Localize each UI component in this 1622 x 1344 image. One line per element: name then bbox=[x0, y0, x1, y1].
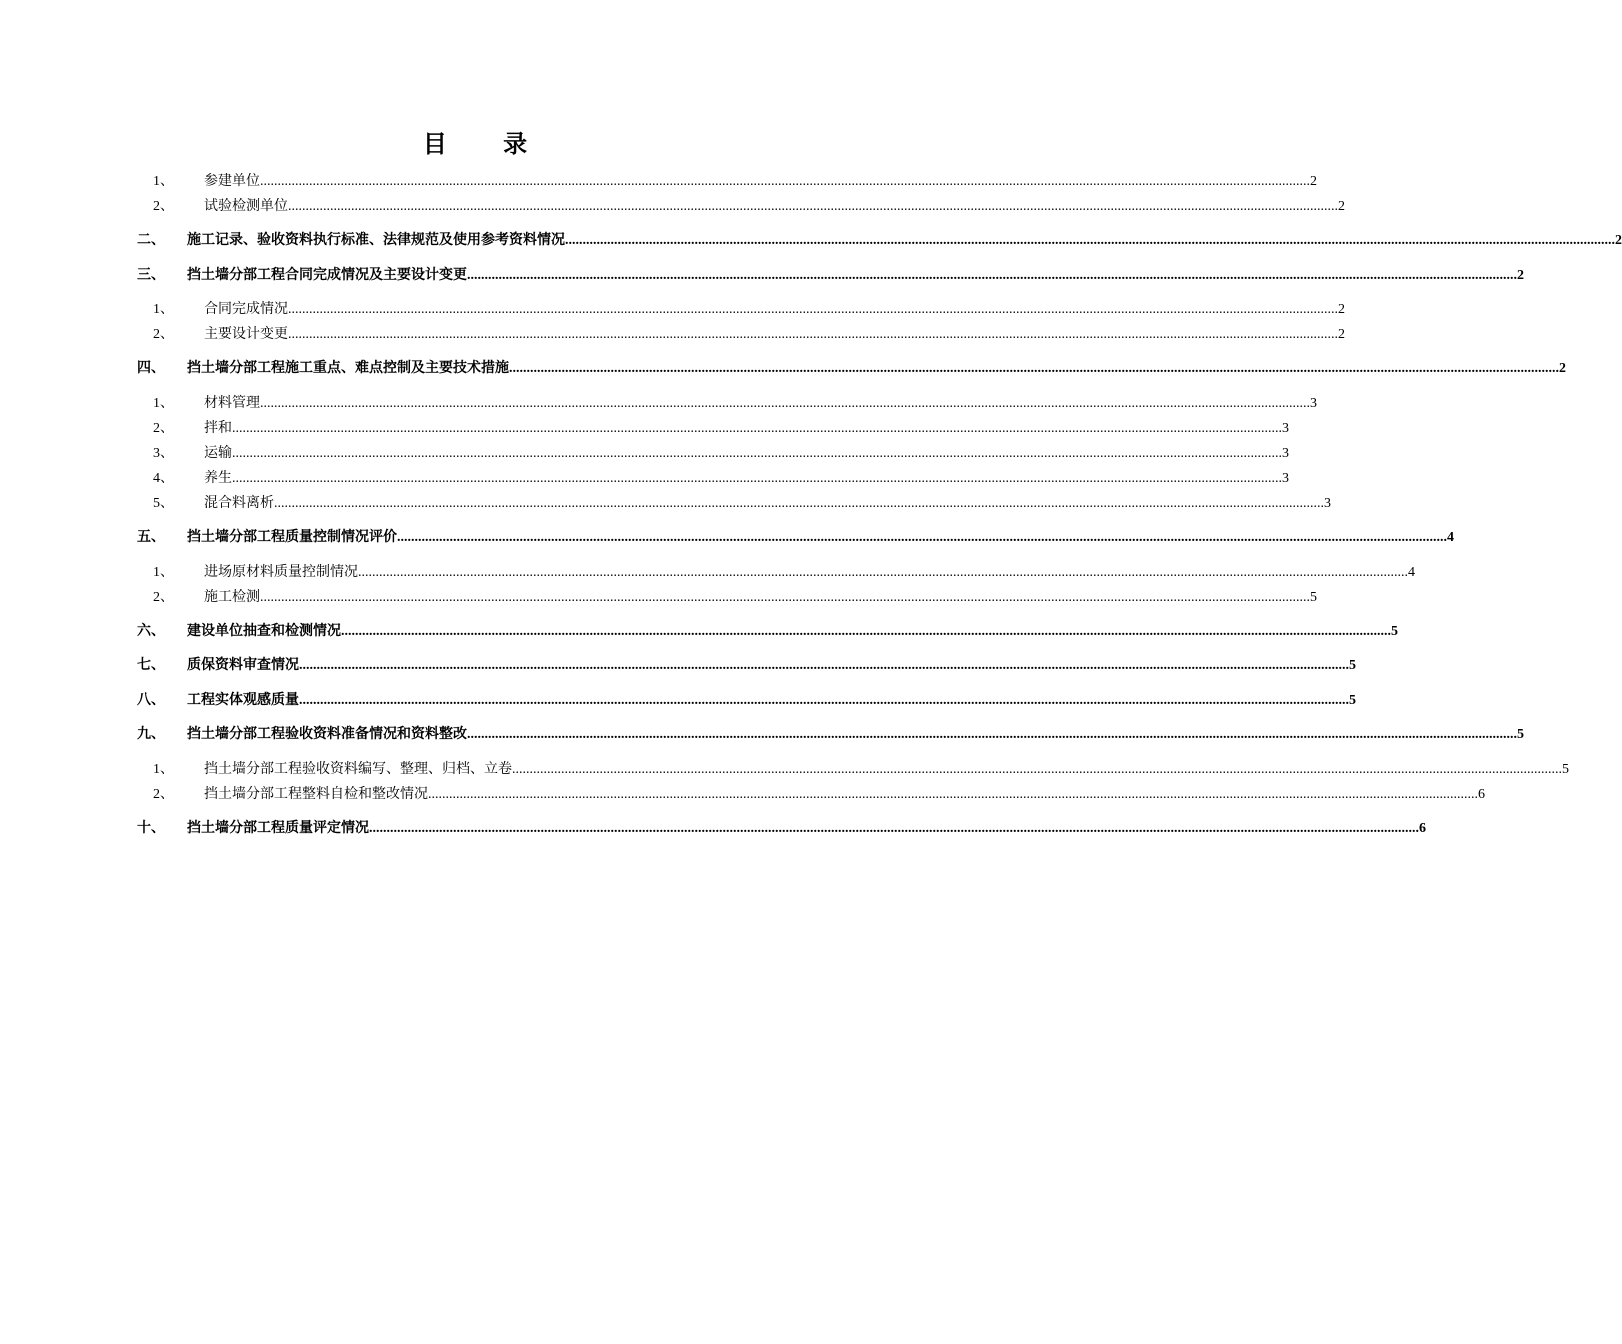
toc-entry-text: 挡土墙分部工程验收资料编写、整理、归档、立卷 bbox=[204, 761, 512, 777]
toc-entry-number: 九、 bbox=[137, 726, 165, 742]
toc-entry-page-number: 3 bbox=[1282, 471, 1289, 486]
toc-entry-dot-leader: ............................................................................................................................................................................................................................................................................................................ bbox=[512, 762, 1562, 777]
toc-entry-page-number: 2 bbox=[1338, 302, 1345, 317]
toc-entry[interactable] bbox=[0, 467, 1289, 489]
toc-entry-page-number: 6 bbox=[1478, 787, 1485, 802]
toc-entry-dot-leader: ............................................................................................................................................................................................................................................................................................................ bbox=[260, 396, 1310, 411]
toc-entry-page-number: 3 bbox=[1310, 396, 1317, 411]
toc-entry-leader-line bbox=[204, 758, 1569, 778]
toc-entry-text: 挡土墙分部工程整料自检和整改情况 bbox=[204, 786, 428, 802]
toc-entry-number: 1、 bbox=[153, 396, 174, 411]
toc-entry-number: 2、 bbox=[153, 590, 174, 605]
toc-entry-number: 4、 bbox=[153, 471, 174, 486]
toc-entry-text: 挡土墙分部工程质量控制情况评价 bbox=[187, 529, 397, 545]
toc-entry-text: 参建单位 bbox=[204, 173, 260, 189]
toc-entry-text: 进场原材料质量控制情况 bbox=[204, 564, 358, 580]
toc-title: 目 录 bbox=[422, 129, 552, 158]
toc-entry-text: 挡土墙分部工程施工重点、难点控制及主要技术措施 bbox=[187, 360, 509, 376]
toc-entry-dot-leader: ............................................................................................................................................................................................................................................................................................................ bbox=[299, 658, 1349, 673]
toc-entry-dot-leader: ............................................................................................................................................................................................................................................................................................................ bbox=[232, 471, 1282, 486]
toc-entry-page-number: 6 bbox=[1419, 821, 1426, 836]
toc-entry-page-number: 2 bbox=[1559, 361, 1566, 376]
toc-entry-text: 挡土墙分部工程合同完成情况及主要设计变更 bbox=[187, 267, 467, 283]
toc-entry[interactable] bbox=[0, 357, 1566, 379]
toc-entry[interactable] bbox=[0, 392, 1317, 414]
toc-entry[interactable] bbox=[0, 817, 1426, 839]
toc-entry-leader-line bbox=[187, 817, 1426, 837]
toc-entry-leader-line bbox=[204, 442, 1289, 462]
toc-entry-page-number: 2 bbox=[1338, 327, 1345, 342]
toc-entry-page-number: 5 bbox=[1517, 727, 1524, 742]
toc-entry-leader-line bbox=[204, 417, 1289, 437]
toc-entry-text: 运输 bbox=[204, 445, 232, 461]
toc-entry-number: 1、 bbox=[153, 174, 174, 189]
toc-entry-page-number: 3 bbox=[1324, 496, 1331, 511]
toc-entry-page-number: 5 bbox=[1391, 624, 1398, 639]
toc-entry-dot-leader: ............................................................................................................................................................................................................................................................................................................ bbox=[288, 199, 1338, 214]
toc-entry-leader-line bbox=[187, 654, 1356, 674]
toc-entry-leader-line bbox=[204, 783, 1485, 803]
toc-entry-page-number: 5 bbox=[1349, 693, 1356, 708]
toc-entry-leader-line bbox=[187, 526, 1454, 546]
toc-entry-page-number: 4 bbox=[1447, 530, 1454, 545]
toc-entry-number: 3、 bbox=[153, 446, 174, 461]
toc-entry-dot-leader: ............................................................................................................................................................................................................................................................................................................ bbox=[299, 693, 1349, 708]
toc-entry-leader-line bbox=[204, 298, 1345, 318]
toc-entry-page-number: 5 bbox=[1310, 590, 1317, 605]
toc-entry[interactable] bbox=[0, 689, 1356, 711]
toc-entry-text: 质保资料审查情况 bbox=[187, 657, 299, 673]
toc-entry-text: 主要设计变更 bbox=[204, 326, 288, 342]
toc-entry-dot-leader: ............................................................................................................................................................................................................................................................................................................ bbox=[467, 268, 1517, 283]
toc-entry-leader-line bbox=[204, 586, 1317, 606]
toc-entry[interactable] bbox=[0, 417, 1289, 439]
toc-entry-number: 八、 bbox=[137, 692, 165, 708]
toc-entry-page-number: 2 bbox=[1338, 199, 1345, 214]
toc-entry-text: 试验检测单位 bbox=[204, 198, 288, 214]
toc-entry[interactable] bbox=[0, 783, 1485, 805]
toc-entry-leader-line bbox=[204, 323, 1345, 343]
toc-entry-page-number: 3 bbox=[1282, 421, 1289, 436]
toc-entry-text: 施工检测 bbox=[204, 589, 260, 605]
toc-entry[interactable] bbox=[0, 586, 1317, 608]
toc-entry[interactable] bbox=[0, 492, 1331, 514]
toc-entry-number: 2、 bbox=[153, 327, 174, 342]
toc-entry-leader-line bbox=[204, 561, 1415, 581]
toc-entry[interactable] bbox=[0, 323, 1345, 345]
toc-entry-number: 二、 bbox=[137, 232, 165, 248]
toc-entry-page-number: 2 bbox=[1310, 174, 1317, 189]
toc-entry-number: 2、 bbox=[153, 787, 174, 802]
toc-entry-dot-leader: ............................................................................................................................................................................................................................................................................................................ bbox=[260, 590, 1310, 605]
toc-entry-text: 混合料离析 bbox=[204, 495, 274, 511]
toc-entry-leader-line bbox=[187, 264, 1524, 284]
toc-entry[interactable] bbox=[0, 620, 1398, 642]
toc-entry[interactable] bbox=[0, 298, 1345, 320]
toc-entry-text: 施工记录、验收资料执行标准、法律规范及使用参考资料情况 bbox=[187, 232, 565, 248]
toc-entry-number: 1、 bbox=[153, 762, 174, 777]
toc-entry-dot-leader: ............................................................................................................................................................................................................................................................................................................ bbox=[509, 361, 1559, 376]
toc-entry-dot-leader: ............................................................................................................................................................................................................................................................................................................ bbox=[232, 446, 1282, 461]
toc-entry-page-number: 2 bbox=[1615, 233, 1622, 248]
toc-entry-number: 5、 bbox=[153, 496, 174, 511]
toc-entry-number: 七、 bbox=[137, 657, 165, 673]
toc-entry-page-number: 3 bbox=[1282, 446, 1289, 461]
toc-entry-leader-line bbox=[204, 170, 1317, 190]
toc-entry[interactable] bbox=[0, 195, 1345, 217]
toc-entry-number: 四、 bbox=[137, 360, 165, 376]
toc-entry-number: 三、 bbox=[137, 267, 165, 283]
toc-entry[interactable] bbox=[0, 561, 1415, 583]
toc-entry-page-number: 4 bbox=[1408, 565, 1415, 580]
toc-entry[interactable] bbox=[0, 229, 1622, 251]
toc-entry[interactable] bbox=[0, 264, 1524, 286]
toc-entry[interactable] bbox=[0, 758, 1569, 780]
toc-entry-text: 建设单位抽查和检测情况 bbox=[187, 623, 341, 639]
toc-entry-dot-leader: ............................................................................................................................................................................................................................................................................................................ bbox=[260, 174, 1310, 189]
toc-entry-dot-leader: ............................................................................................................................................................................................................................................................................................................ bbox=[232, 421, 1282, 436]
toc-entry-page-number: 2 bbox=[1517, 268, 1524, 283]
toc-entry-dot-leader: ............................................................................................................................................................................................................................................................................................................ bbox=[397, 530, 1447, 545]
toc-entry-number: 1、 bbox=[153, 302, 174, 317]
toc-entry-dot-leader: ............................................................................................................................................................................................................................................................................................................ bbox=[274, 496, 1324, 511]
toc-entry-page-number: 5 bbox=[1562, 762, 1569, 777]
toc-entry[interactable] bbox=[0, 442, 1289, 464]
toc-entry-leader-line bbox=[204, 392, 1317, 412]
toc-entry-leader-line bbox=[187, 229, 1622, 249]
toc-entry-leader-line bbox=[204, 467, 1289, 487]
toc-entry-number: 六、 bbox=[137, 623, 165, 639]
toc-entry-text: 挡土墙分部工程质量评定情况 bbox=[187, 820, 369, 836]
toc-entry-text: 材料管理 bbox=[204, 395, 260, 411]
toc-entry[interactable] bbox=[0, 526, 1454, 548]
toc-entry-leader-line bbox=[204, 492, 1331, 512]
toc-entry-number: 2、 bbox=[153, 199, 174, 214]
toc-entry-text: 工程实体观感质量 bbox=[187, 692, 299, 708]
toc-entry[interactable] bbox=[0, 170, 1317, 192]
toc-entry-number: 2、 bbox=[153, 421, 174, 436]
toc-entry-text: 合同完成情况 bbox=[204, 301, 288, 317]
toc-entry-text: 拌和 bbox=[204, 420, 232, 436]
toc-entry-leader-line bbox=[187, 689, 1356, 709]
toc-entry-leader-line bbox=[187, 620, 1398, 640]
toc-entry-dot-leader: ............................................................................................................................................................................................................................................................................................................ bbox=[341, 624, 1391, 639]
toc-entry-number: 1、 bbox=[153, 565, 174, 580]
toc-entry-number: 五、 bbox=[137, 529, 165, 545]
toc-entry[interactable] bbox=[0, 654, 1356, 676]
toc-entry-leader-line bbox=[187, 723, 1524, 743]
toc-entry-dot-leader: ............................................................................................................................................................................................................................................................................................................ bbox=[428, 787, 1478, 802]
toc-entry-dot-leader: ............................................................................................................................................................................................................................................................................................................ bbox=[288, 302, 1338, 317]
toc-entry-text: 挡土墙分部工程验收资料准备情况和资料整改 bbox=[187, 726, 467, 742]
toc-entry-dot-leader: ............................................................................................................................................................................................................................................................................................................ bbox=[565, 233, 1615, 248]
toc-entry[interactable] bbox=[0, 723, 1524, 745]
toc-entry-number: 十、 bbox=[137, 820, 165, 836]
toc-entry-leader-line bbox=[204, 195, 1345, 215]
toc-entry-dot-leader: ............................................................................................................................................................................................................................................................................................................ bbox=[288, 327, 1338, 342]
toc-entry-text: 养生 bbox=[204, 470, 232, 486]
toc-entry-dot-leader: ............................................................................................................................................................................................................................................................................................................ bbox=[369, 821, 1419, 836]
toc-entry-dot-leader: ............................................................................................................................................................................................................................................................................................................ bbox=[358, 565, 1408, 580]
toc-entry-leader-line bbox=[187, 357, 1566, 377]
toc-entry-dot-leader: ............................................................................................................................................................................................................................................................................................................ bbox=[467, 727, 1517, 742]
toc-entry-page-number: 5 bbox=[1349, 658, 1356, 673]
